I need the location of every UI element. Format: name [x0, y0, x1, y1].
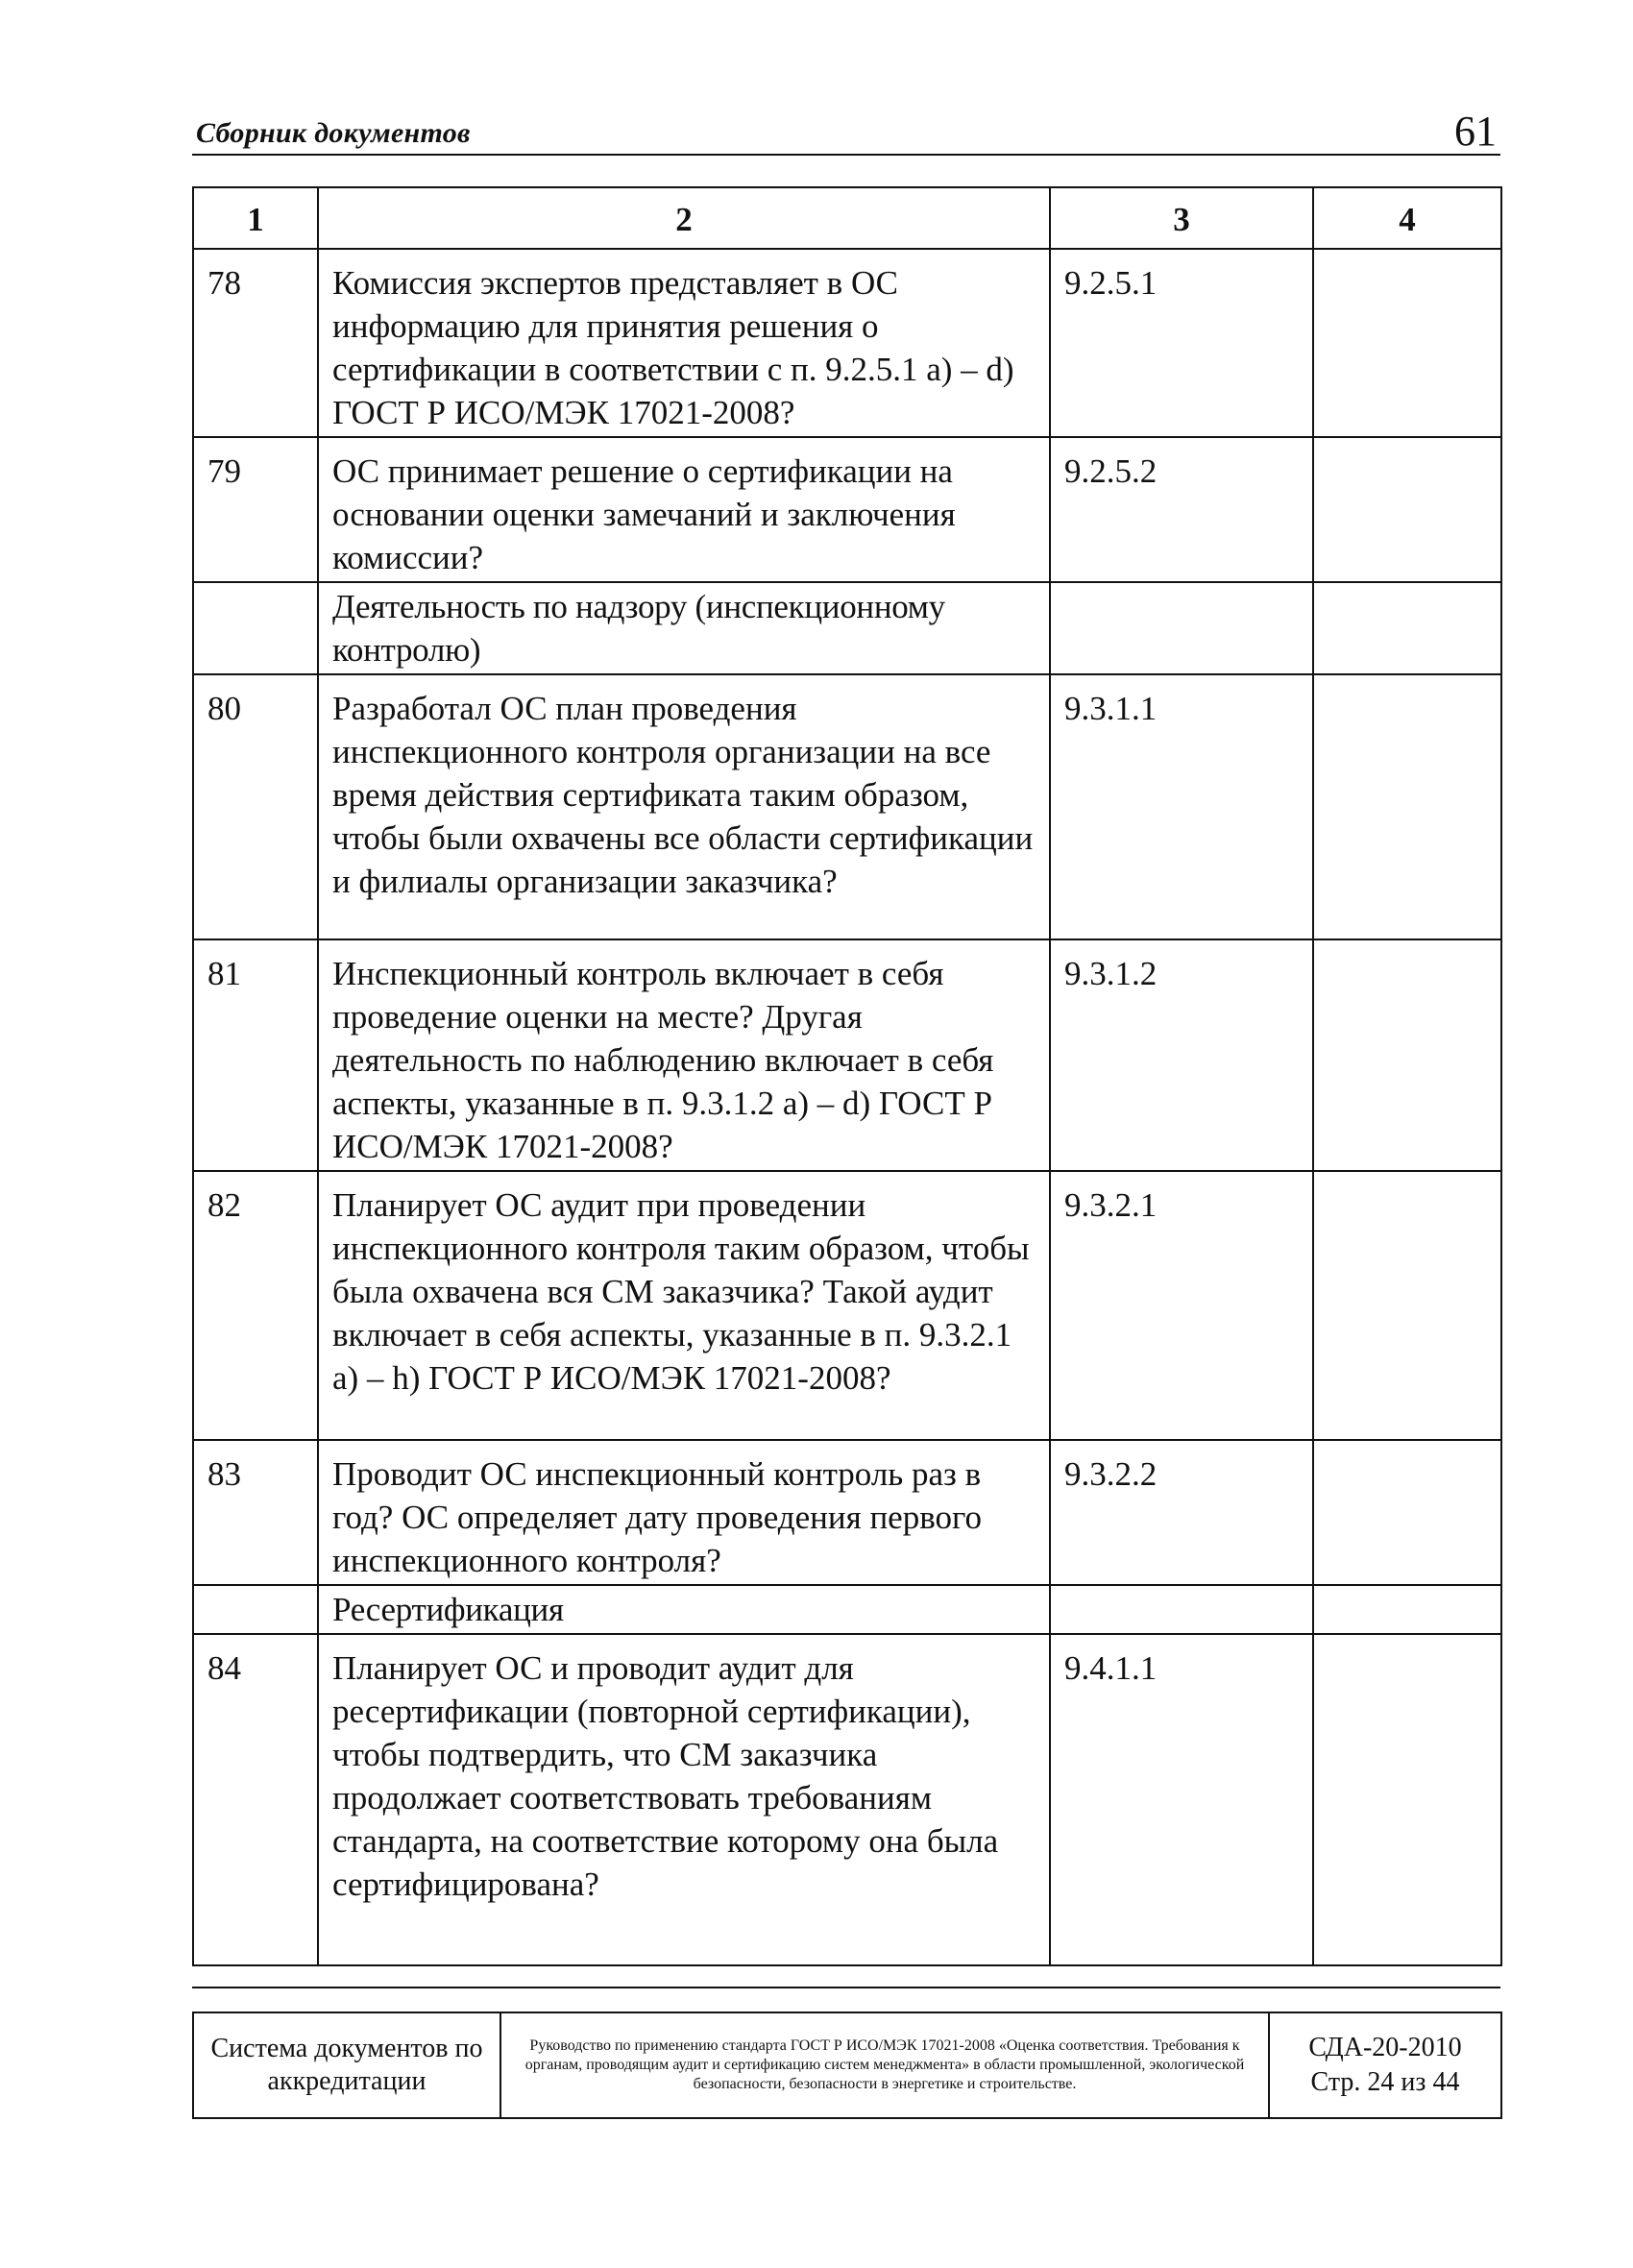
table-row	[193, 939, 1501, 1171]
row-number: 81	[193, 939, 318, 1171]
note-cell	[1313, 1634, 1501, 1965]
empty-cell	[1050, 1585, 1313, 1634]
note-cell	[1313, 939, 1501, 1171]
note-cell	[1313, 674, 1501, 939]
section-row	[193, 1585, 1501, 1634]
requirement-text: Инспекционный контроль включает в себя проведение оценки на месте? Другая деятельность по наблюдению включает в себя аспекты, указанные в п. 9.3.1.2 a) – d) ГОСТ Р ИСО/МЭК 17021-2008?	[318, 939, 1050, 1171]
clause-reference: 9.4.1.1	[1050, 1634, 1313, 1965]
document-code: СДА-20-2010	[1308, 2033, 1462, 2062]
section-row	[193, 582, 1501, 674]
row-number: 79	[193, 437, 318, 582]
table-row	[193, 249, 1501, 437]
section-title: Деятельность по надзору (инспекционному контролю)	[318, 582, 1050, 674]
clause-reference: 9.2.5.2	[1050, 437, 1313, 582]
column-header: 4	[1313, 187, 1501, 249]
column-header: 1	[193, 187, 318, 249]
empty-cell	[1313, 1585, 1501, 1634]
table-row	[193, 674, 1501, 939]
checklist-table	[192, 186, 1502, 1966]
page-info: Стр. 24 из 44	[1310, 2067, 1460, 2097]
empty-cell	[1313, 582, 1501, 674]
empty-cell	[193, 582, 318, 674]
row-number: 80	[193, 674, 318, 939]
row-number: 84	[193, 1634, 318, 1965]
requirement-text: Проводит ОС инспекционный контроль раз в год? ОС определяет дату проведения первого инспекционного контроля?	[318, 1440, 1050, 1585]
section-title: Ресертификация	[318, 1585, 1050, 1634]
table-header-row	[193, 187, 1501, 249]
requirement-text: ОС принимает решение о сертификации на основании оценки замечаний и заключения комиссии?	[318, 437, 1050, 582]
requirement-text: Разработал ОС план проведения инспекционного контроля организации на все время действия сертификата таким образом, чтобы были охвачены все области сертификации и филиалы организации заказчика?	[318, 674, 1050, 939]
table-row	[193, 1440, 1501, 1585]
page-number: 61	[1454, 108, 1497, 155]
clause-reference: 9.3.1.1	[1050, 674, 1313, 939]
column-header: 2	[318, 187, 1050, 249]
collection-title: Сборник документов	[196, 117, 471, 149]
requirement-text: Планирует ОС и проводит аудит для ресертификации (повторной сертификации), чтобы подтвердить, что СМ заказчика продолжает соответствовать требованиям стандарта, на соответствие которому она была сертифицирована?	[318, 1634, 1050, 1965]
footer-divider	[192, 1987, 1500, 1988]
table-row	[193, 1634, 1501, 1965]
empty-cell	[1050, 582, 1313, 674]
clause-reference: 9.3.1.2	[1050, 939, 1313, 1171]
footer-document-info	[1269, 2012, 1501, 2118]
note-cell	[1313, 1171, 1501, 1440]
note-cell	[1313, 249, 1501, 437]
note-cell	[1313, 1440, 1501, 1585]
empty-cell	[193, 1585, 318, 1634]
footer-table	[192, 2012, 1502, 2119]
requirement-text: Планирует ОС аудит при проведении инспекционного контроля таким образом, чтобы была охвачена вся СМ заказчика? Такой аудит включает в себя аспекты, указанные в п. 9.3.2.1 a) – h) ГОСТ Р ИСО/МЭК 17021-2008?	[318, 1171, 1050, 1440]
row-number: 82	[193, 1171, 318, 1440]
table-row	[193, 437, 1501, 582]
clause-reference: 9.2.5.1	[1050, 249, 1313, 437]
table-row	[193, 1171, 1501, 1440]
clause-reference: 9.3.2.1	[1050, 1171, 1313, 1440]
requirement-text: Комиссия экспертов представляет в ОС информацию для принятия решения о сертификации в соответствии с п. 9.2.5.1 a) – d) ГОСТ Р ИСО/МЭК 17021-2008?	[318, 249, 1050, 437]
footer-document-description: Руководство по применению стандарта ГОСТ Р ИСО/МЭК 17021-2008 «Оценка соответствия. Требования к органам, проводящим аудит и сертификацию систем менеджмента» в области промышленной, экологической безопасности, безопасности в энергетике и строительстве.	[500, 2012, 1269, 2118]
row-number: 78	[193, 249, 318, 437]
row-number: 83	[193, 1440, 318, 1585]
page-header	[192, 104, 1500, 156]
footer-system-name: Система документов по аккредитации	[193, 2012, 500, 2118]
footer-row	[193, 2012, 1501, 2118]
note-cell	[1313, 437, 1501, 582]
clause-reference: 9.3.2.2	[1050, 1440, 1313, 1585]
column-header: 3	[1050, 187, 1313, 249]
